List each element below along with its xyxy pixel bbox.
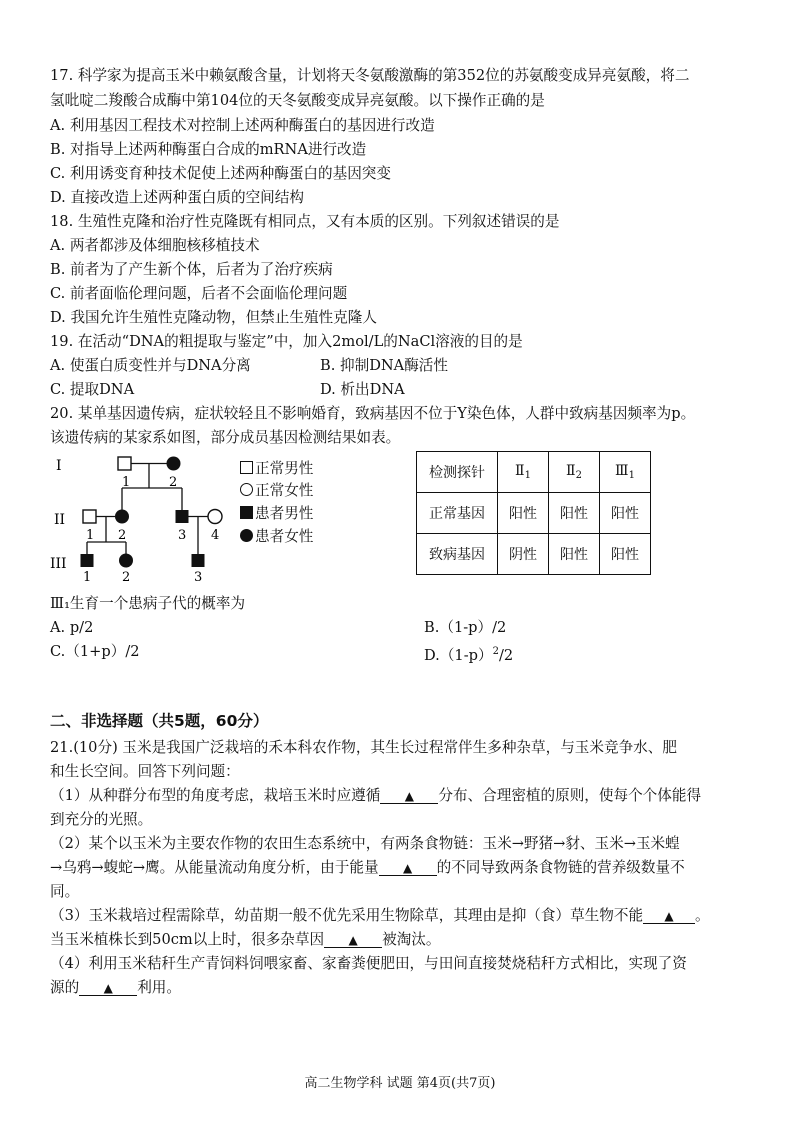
q21-part2-line1: （2）某个以玉米为主要农作物的农田生态系统中，有两条食物链：玉米→野猪→豺、玉米→玉米蝗 [50,835,680,852]
legend-affected-male: 患者男性 [240,504,313,524]
table-row [417,493,651,534]
q19-option-c: C. 提取DNA [50,381,135,398]
circle-open-icon [240,483,253,496]
table-header-III1: $Ⅲ_1$ [600,452,651,493]
q20-option-c: C.（1+p）/2 [50,643,140,660]
member-II-2-affected-female [115,510,129,524]
member-I-1-normal-male [118,457,131,470]
q20-stem-line1: 20. 某单基因遗传病，症状较轻且不影响婚育，致病基因不位于Y染色体，人群中致病基因频率为p。 [50,405,696,422]
square-open-icon [240,461,253,474]
square-filled-icon [240,506,253,519]
table-cell: 阳性 [498,493,549,534]
table-header-II1: $Ⅱ_1$ [498,452,549,493]
q21-part1-line1: （1）从种群分布型的角度考虑，栽培玉米时应遵循 ▲ 分布、合理密植的原则，使每个个体能得 [50,787,702,804]
generation-label-1: I [56,458,62,474]
q21-part2-line2: →乌鸦→蝮蛇→鹰。从能量流动角度分析，由于能量 ▲ 的不同导致两条食物链的营养级数量不 [50,859,685,876]
q18-option-d: D. 我国允许生殖性克隆动物，但禁止生殖性克隆人 [50,309,377,326]
q20-question: Ⅲ₁生育一个患病子代的概率为 [50,595,246,612]
q20-option-b: B.（1-p）/2 [424,619,507,636]
q17-option-a: A. 利用基因工程技术对控制上述两种酶蛋白的基因进行改造 [50,117,435,134]
table-header-II2: $Ⅱ_2$ [549,452,600,493]
table-cell: 正常基因 [417,493,498,534]
legend-affected-female: 患者女性 [240,527,313,547]
q19-option-b: B. 抑制DNA酶活性 [320,357,448,374]
member-number-II-4: 4 [211,528,220,543]
member-III-3-affected-male [192,554,205,567]
q18-option-b: B. 前者为了产生新个体，后者为了治疗疾病 [50,261,333,278]
q20-stem-line2: 该遗传病的某家系如图，部分成员基因检测结果如表。 [50,429,401,446]
table-cell: 阳性 [600,493,651,534]
member-II-1-normal-male [83,510,96,523]
table-cell: 阳性 [549,493,600,534]
q21-stem-line2: 和生长空间。回答下列问题： [50,763,240,780]
section-heading: 二、非选择题（共5题，60分） [50,712,269,730]
table-header-probe: 检测探针 [417,452,498,493]
answer-blank[interactable]: ▲ [379,861,437,876]
table-cell: 阴性 [498,534,549,575]
member-number-II-1: 1 [86,528,95,543]
q21-part3-line1: （3）玉米栽培过程需除草，幼苗期一般不优先采用生物除草，其理由是抑（食）草生物不能 ▲ 。 [50,907,710,924]
q18-stem: 18. 生殖性克隆和治疗性克隆既有相同点，又有本质的区别。下列叙述错误的是 [50,213,560,230]
generation-label-2: II [54,512,66,528]
legend-normal-female: 正常女性 [240,481,313,501]
q20-option-d: $D.(1-p)^2/2$ [424,646,514,664]
q18-option-c: C. 前者面临伦理问题，后者不会面临伦理问题 [50,285,348,302]
member-number-II-2: 2 [118,528,127,543]
member-number-I-1: 1 [122,475,131,490]
q17-stem-line1: 17. 科学家为提高玉米中赖氨酸含量，计划将天冬氨酸激酶的第352位的苏氨酸变成异亮氨酸，将二 [50,67,690,84]
q19-option-d: D. 析出DNA [320,381,405,398]
q17-stem-line2: 氢吡啶二羧酸合成酶中第104位的天冬氨酸变成异亮氨酸。以下操作正确的是 [50,92,545,109]
q20-option-a: A. p/2 [50,619,94,636]
gene-test-table [416,451,651,575]
q21-part1-line2: 到充分的光照。 [50,811,153,828]
q17-option-c: C. 利用诱变育种技术促使上述两种酶蛋白的基因突变 [50,165,391,182]
q21-stem-line1: 21.(10分) 玉米是我国广泛栽培的禾本科农作物，其生长过程常伴生多种杂草，与玉米竞争水、肥 [50,739,677,756]
member-II-4-normal-female [208,510,222,524]
page-footer: 高二生物学科 试题 第4页(共7页) [304,1076,496,1091]
q19-stem: 19. 在活动“DNA的粗提取与鉴定”中，加入2mol/L的NaCl溶液的目的是 [50,333,523,350]
member-number-I-2: 2 [169,475,178,490]
table-header-row [417,452,651,493]
q21-part4-line2: 源的 ▲ 利用。 [50,979,181,996]
member-number-III-3: 3 [194,570,203,583]
member-III-2-affected-female [119,554,133,568]
member-I-2-affected-female [167,457,181,471]
answer-blank[interactable]: ▲ [324,933,382,948]
q21-part3-line2: 当玉米植株长到50cm以上时，很多杂草因 ▲ 被淘汰。 [50,931,441,948]
member-number-III-1: 1 [83,570,92,583]
circle-filled-icon [240,529,253,542]
answer-blank[interactable]: ▲ [380,789,438,804]
table-cell: 阳性 [549,534,600,575]
table-row [417,534,651,575]
table-cell: 致病基因 [417,534,498,575]
answer-blank[interactable]: ▲ [643,909,695,924]
member-number-III-2: 2 [122,570,131,583]
member-III-1-affected-male [81,554,94,567]
q19-option-a: A. 使蛋白质变性并与DNA分离 [50,357,251,374]
generation-label-3: III [50,556,67,572]
q17-option-d: D. 直接改造上述两种蛋白质的空间结构 [50,189,304,206]
member-II-3-affected-male [176,510,189,523]
q21-part4-line1: （4）利用玉米秸秆生产青饲料饲喂家畜、家畜粪便肥田，与田间直接焚烧秸秆方式相比，实现了资 [50,955,687,972]
q18-option-a: A. 两者都涉及体细胞核移植技术 [50,237,260,254]
q17-option-b: B. 对指导上述两种酶蛋白合成的mRNA进行改造 [50,141,367,158]
q21-part2-line3: 同。 [50,883,80,900]
table-cell: 阳性 [600,534,651,575]
member-number-II-3: 3 [178,528,187,543]
pedigree-chart [46,448,236,583]
legend-normal-male: 正常男性 [240,459,313,479]
answer-blank[interactable]: ▲ [79,981,137,996]
